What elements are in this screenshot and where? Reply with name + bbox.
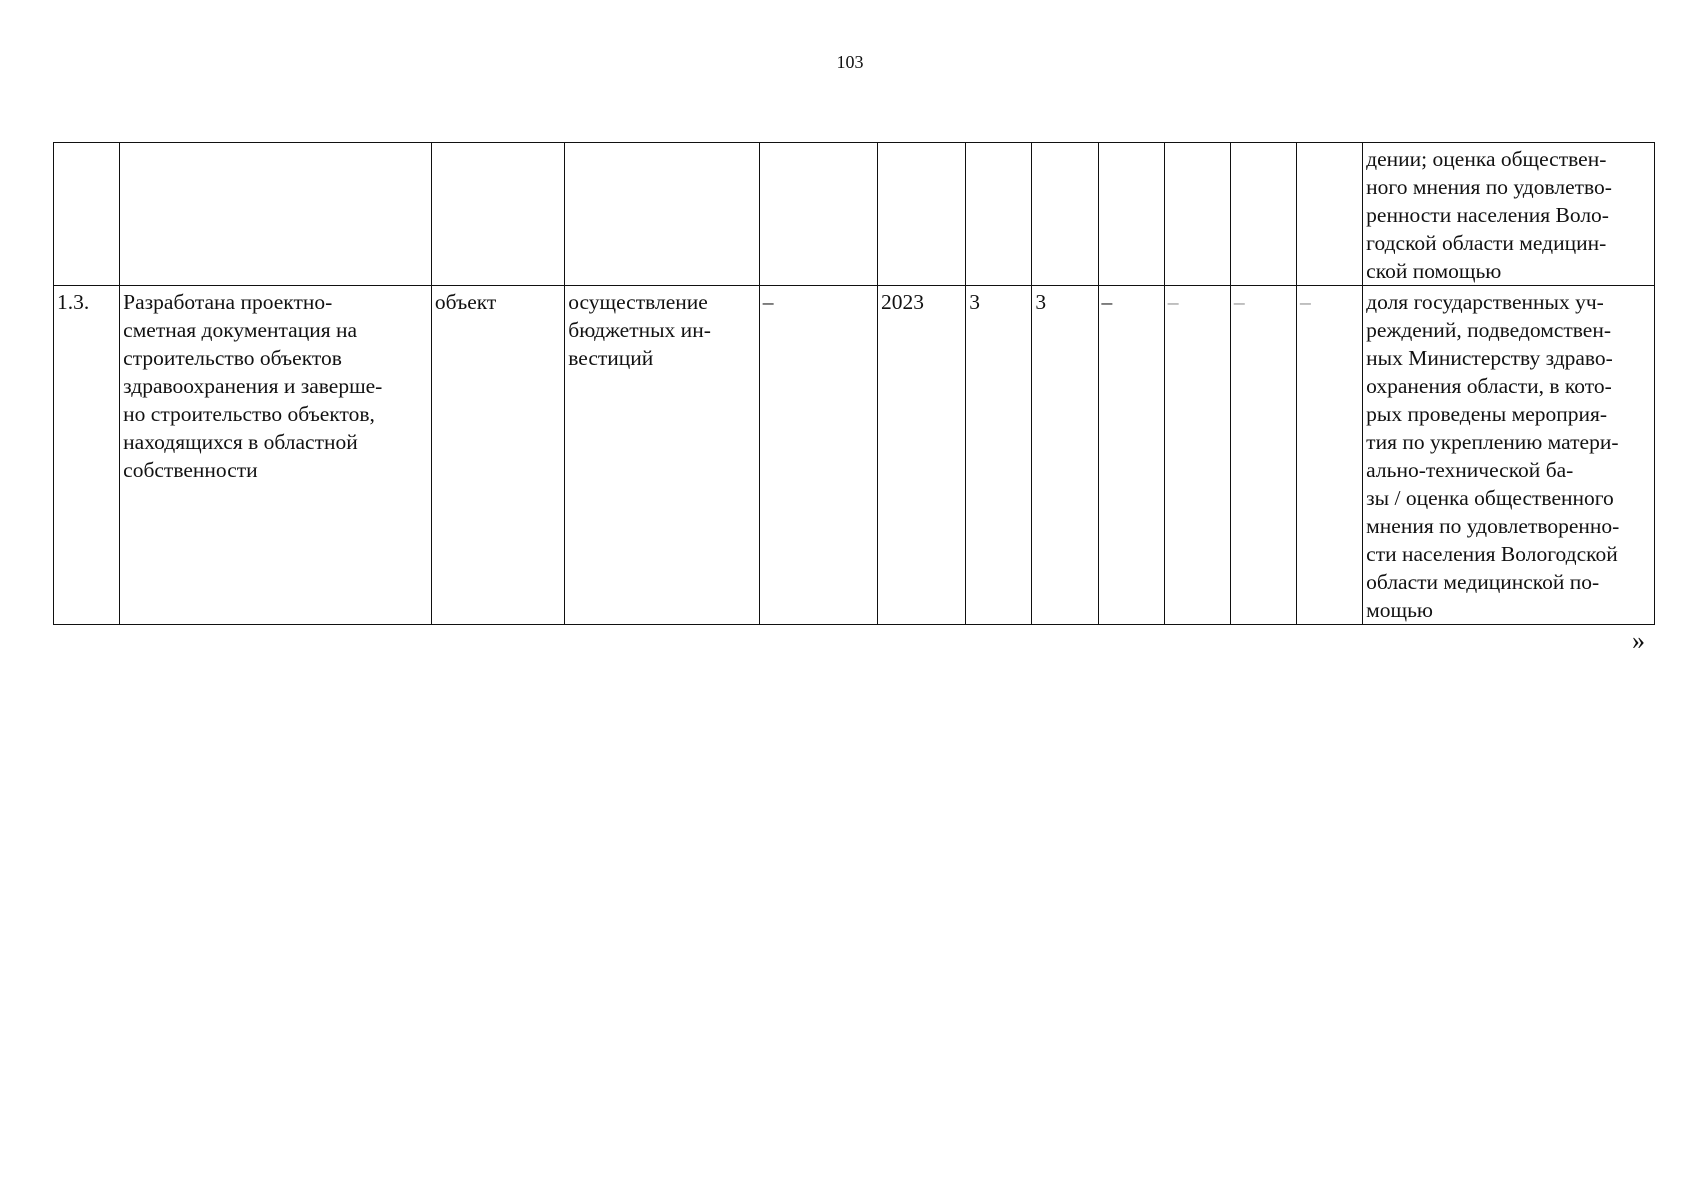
cell-value-5: [1230, 143, 1296, 286]
cell-value-1: 3: [966, 286, 1032, 625]
cell-result-name: Разработана проектно- сметная документация на строительство объектов здравоохранения и заверше- но строительство объектов, находящихся в областной собственности: [120, 286, 432, 625]
cell-result-name: [120, 143, 432, 286]
cell-indicator-text: доля государственных уч- реждений, подведомствен- ных Министерству здраво- охранения области, в кото- рых проведены мероприя- тия по укреплению матери- ально-технической ба- зы / оценка общественного мнения по удовлетворенно- сти населения Вологодской области медицинской по- мощью: [1363, 286, 1655, 625]
cell-value-5: –: [1230, 286, 1296, 625]
cell-value-3: [1098, 143, 1164, 286]
cell-indicator-text: дении; оценка обществен- ного мнения по удовлетво- ренности населения Воло- годской области медицин- ской помощью: [1363, 143, 1655, 286]
cell-number: [54, 143, 120, 286]
cell-base-value: [759, 143, 877, 286]
cell-value-4: –: [1164, 286, 1230, 625]
results-table: [53, 142, 1655, 625]
cell-value-6: [1297, 143, 1363, 286]
closing-quote-mark: »: [1632, 626, 1645, 655]
cell-base-value: –: [759, 286, 877, 625]
cell-number: 1.3.: [54, 286, 120, 625]
cell-value-2: 3: [1032, 286, 1098, 625]
cell-value-6: –: [1297, 286, 1363, 625]
cell-type: [565, 143, 759, 286]
cell-type: осуществление бюджетных ин- вестиций: [565, 286, 759, 625]
cell-year: [878, 143, 966, 286]
cell-year: 2023: [878, 286, 966, 625]
cell-unit: объект: [431, 286, 564, 625]
page-number: 103: [836, 52, 864, 72]
table-row-1-3: [54, 286, 1655, 625]
cell-value-3: –: [1098, 286, 1164, 625]
table-row-continuation: [54, 143, 1655, 286]
cell-value-1: [966, 143, 1032, 286]
cell-value-2: [1032, 143, 1098, 286]
cell-value-4: [1164, 143, 1230, 286]
cell-unit: [431, 143, 564, 286]
